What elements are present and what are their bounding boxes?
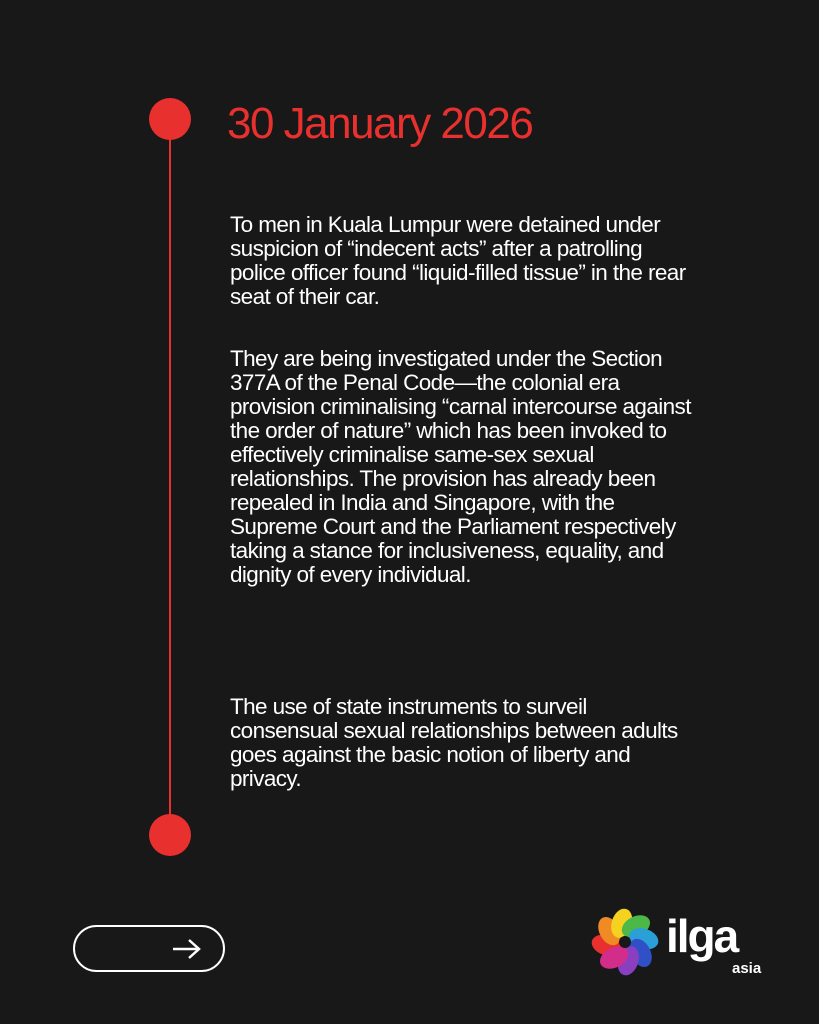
paragraph-privacy: The use of state instruments to surveil consensual sexual relationships between adults goes against the basic notion of liberty and privacy. bbox=[230, 694, 678, 791]
pinwheel-flower-icon bbox=[588, 905, 662, 979]
paragraph-detention: To men in Kuala Lumpur were detained under suspicion of “indecent acts” after a patrolling police officer found “liquid-filled tissue” in the rear seat of their car. bbox=[230, 212, 686, 309]
timeline-dot-top bbox=[149, 98, 191, 140]
ilga-asia-logo bbox=[588, 905, 768, 985]
next-button[interactable] bbox=[73, 925, 225, 972]
date-heading: 30 January 2026 bbox=[227, 99, 533, 148]
timeline-line bbox=[169, 119, 171, 835]
paragraph-section-377a: They are being investigated under the Section 377A of the Penal Code—the colonial era provision criminalising “carnal intercourse against the order of nature” which has been invoked to effectively criminalise same-sex sexual relationships. The provision has already been repealed in India and Singapore, with the Supreme Court and the Parliament respectively taking a stance for inclusiveness, equality, and dignity of every individual. bbox=[230, 346, 691, 587]
arrow-right-icon bbox=[171, 937, 203, 961]
logo-region: asia bbox=[732, 960, 762, 977]
logo-center bbox=[619, 936, 631, 948]
timeline-dot-bottom bbox=[149, 814, 191, 856]
logo-wordmark: ilga bbox=[666, 910, 738, 962]
